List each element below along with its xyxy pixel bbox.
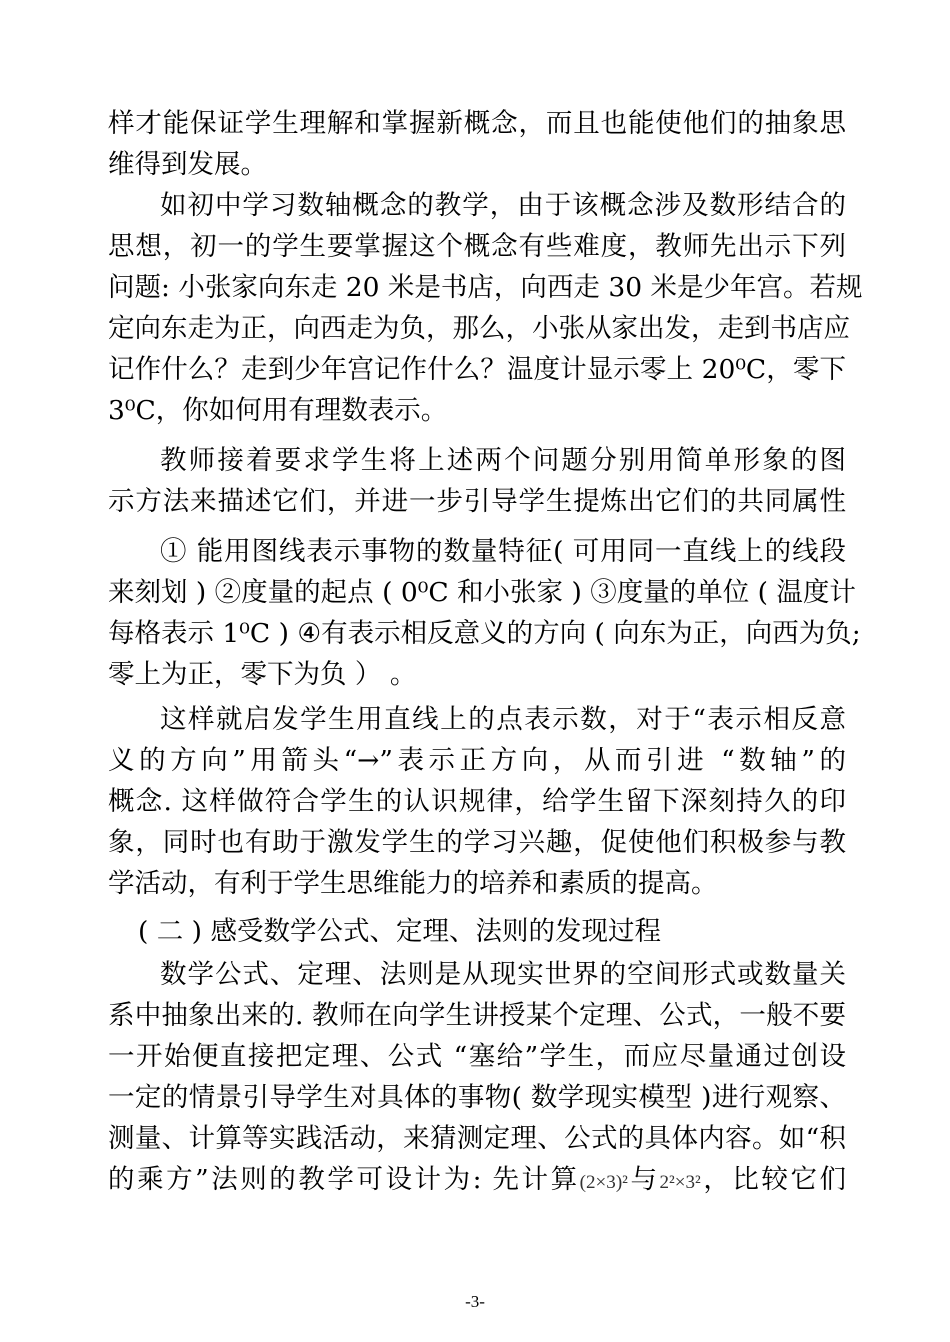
paragraph-line: 这样就启发学生用直线上的点表示数，对于“表示相反意	[160, 704, 846, 735]
last-line-mid: 与	[627, 1164, 660, 1195]
page-number: -3-	[465, 1292, 485, 1311]
paragraph-line: 示方法来描述它们，并进一步引导学生提炼出它们的共同属性	[108, 486, 846, 517]
paragraph-line: 一开始便直接把定理、公式 “塞给”学生，而应尽量通过创设	[108, 1041, 846, 1072]
paragraph-line: 定向东走为正，向西走为负，那么，小张从家出发，走到书店应	[108, 313, 850, 344]
paragraph-line: 3⁰C，你如何用有理数表示。	[108, 395, 448, 426]
paragraph-line: 教师接着要求学生将上述两个问题分别用简单形象的图	[160, 445, 846, 476]
formula-power-product: 2²×3²	[659, 1172, 701, 1193]
formula-product-power: (2×3)²	[579, 1172, 628, 1193]
paragraph-line: ① 能用图线表示事物的数量特征( 可用同一直线上的线段	[160, 536, 846, 567]
paragraph-line-last	[108, 1160, 846, 1203]
paragraph-line: 记作什么？走到少年宫记作什么？温度计显示零上 20⁰C，零下	[108, 354, 846, 385]
paragraph-line: 象，同时也有助于激发学生的学习兴趣，促使他们积极参与教	[108, 827, 846, 858]
paragraph-line: 来刻划 ) ②度量的起点 ( 0⁰C 和小张家 ) ③度量的单位 ( 温度计	[108, 577, 856, 608]
paragraph-line: 如初中学习数轴概念的教学，由于该概念涉及数形结合的	[160, 190, 846, 221]
paragraph-line: 学活动，有利于学生思维能力的培养和素质的提高。	[108, 868, 718, 899]
paragraph-line: 数学公式、定理、法则是从现实世界的空间形式或数量关	[160, 959, 846, 990]
paragraph-line: 一定的情景引导学生对具体的事物( 数学现实模型 )进行观察、	[108, 1082, 846, 1113]
paragraph-line: 测量、计算等实践活动，来猜测定理、公式的具体内容。如“积	[108, 1123, 846, 1154]
paragraph-line: 每格表示 1⁰C ) ④有表示相反意义的方向 ( 向东为正，向西为负;	[108, 618, 861, 649]
paragraph-line: 零上为正，零下为负 ） 。	[108, 659, 417, 690]
paragraph-line: 样才能保证学生理解和掌握新概念，而且也能使他们的抽象思	[108, 108, 846, 139]
paragraph-line: 系中抽象出来的. 教师在向学生讲授某个定理、公式，一般不要	[108, 1000, 846, 1031]
paragraph-line: 问题: 小张家向东走 20 米是书店，向西走 30 米是少年宫。若规	[108, 272, 863, 303]
paragraph-line: 维得到发展。	[108, 149, 267, 180]
paragraph-line: 思想，初一的学生要掌握这个概念有些难度，教师先出示下列	[108, 231, 846, 262]
last-line-after: ，比较它们	[700, 1164, 846, 1195]
last-line-before: 的乘方”法则的教学可设计为: 先计算	[108, 1164, 580, 1195]
paragraph-line: 义的方向”用箭头“→”表示正方向，从而引进 “数轴”的	[108, 745, 846, 776]
paragraph-line: ( 二 ) 感受数学公式、定理、法则的发现过程	[138, 916, 661, 947]
paragraph-line: 概念. 这样做符合学生的认识规律，给学生留下深刻持久的印	[108, 786, 846, 817]
